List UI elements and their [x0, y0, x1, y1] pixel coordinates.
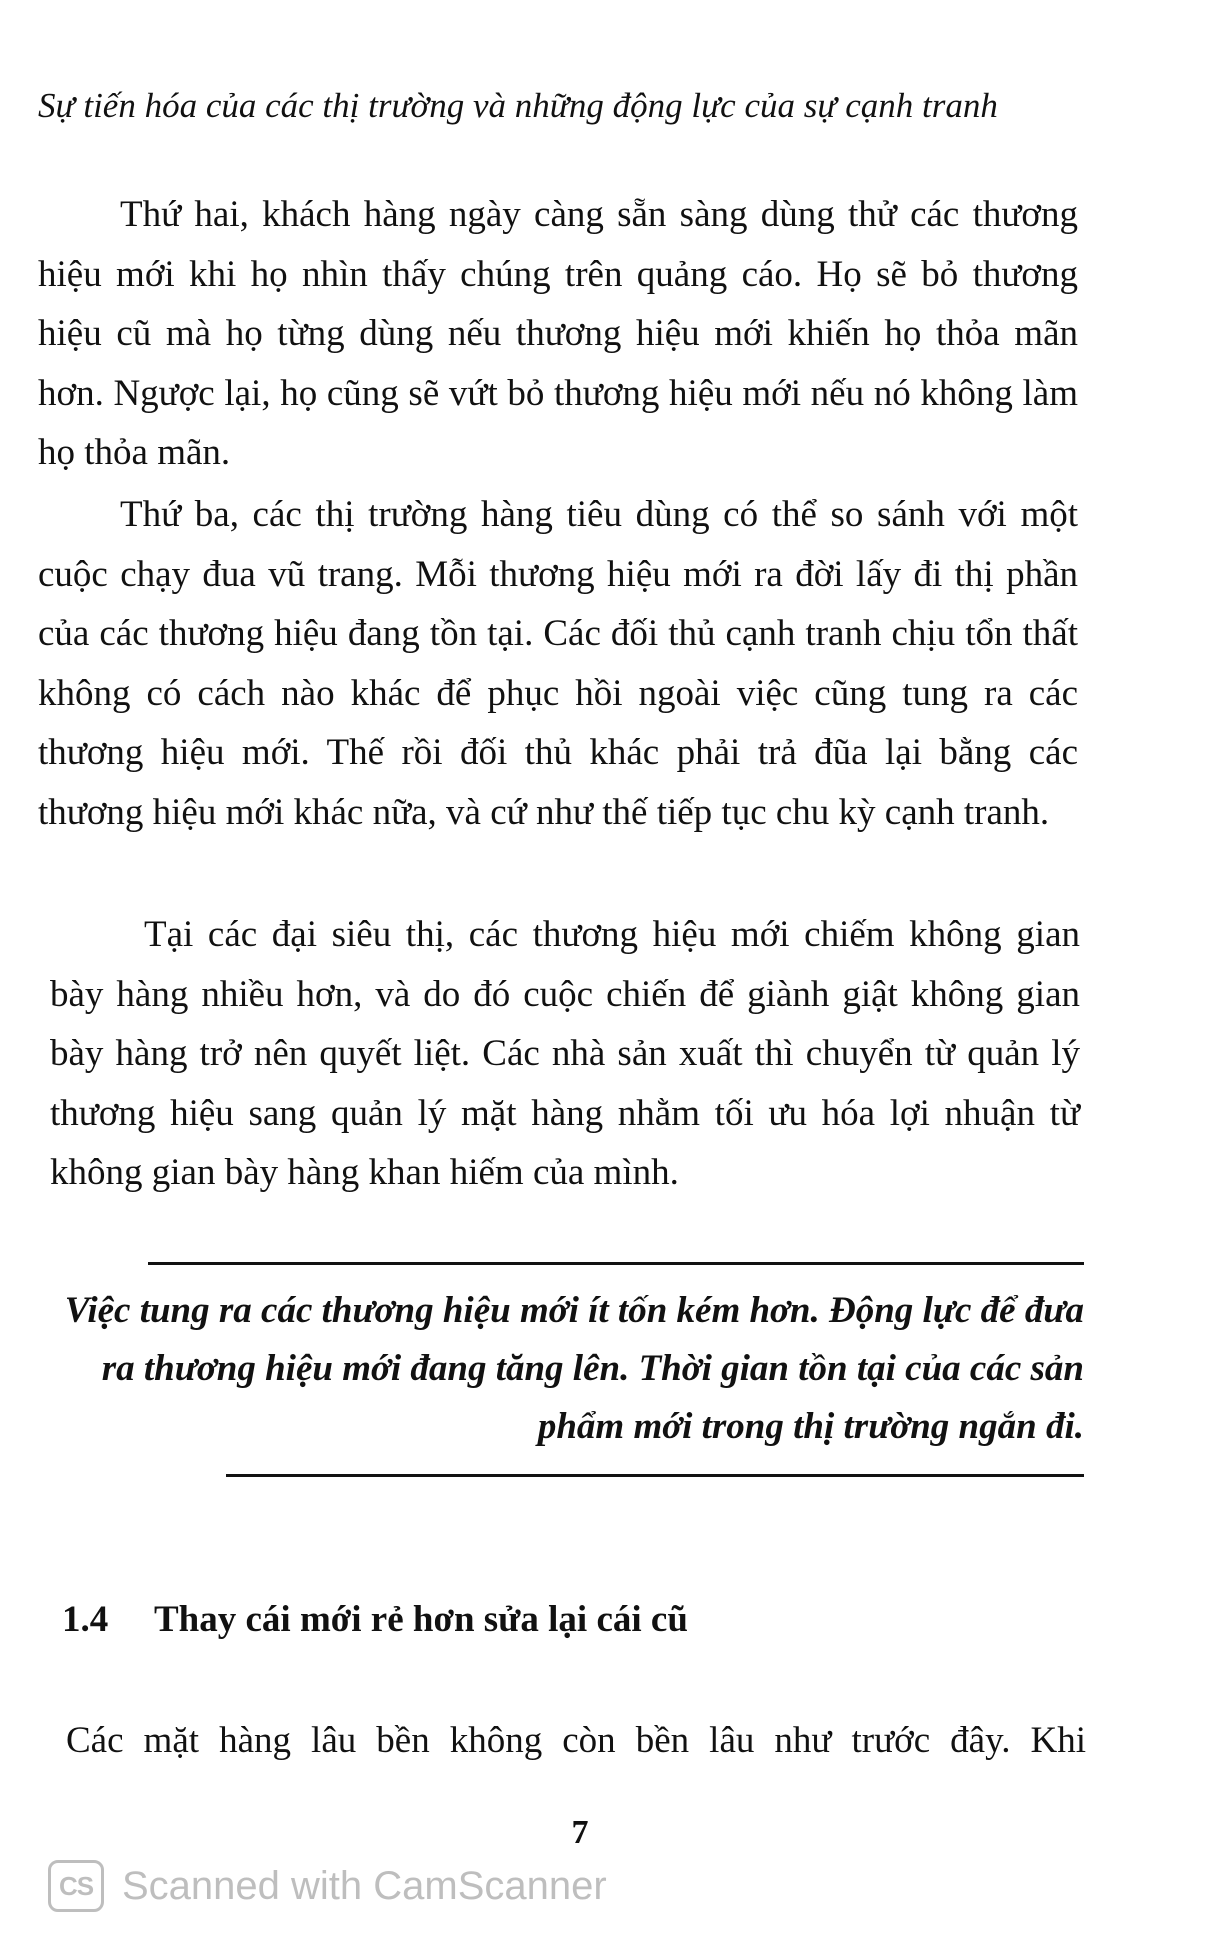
- section-number: 1.4: [62, 1599, 109, 1640]
- callout-summary: Việc tung ra các thương hiệu mới ít tốn kém hơn. Động lực để đưa ra thương hiệu mới đang tăng lên. Thời gian tồn tại của các sản phẩm mới trong thị trường ngắn đi.: [64, 1290, 1084, 1447]
- callout-bottom-rule: [226, 1474, 1084, 1477]
- continuation-text: Các mặt hàng lâu bền không còn bền lâu như trước đây. Khi: [66, 1720, 1086, 1761]
- paragraph-second-point: Thứ hai, khách hàng ngày càng sẵn sàng dùng thử các thương hiệu mới khi họ nhìn thấy chúng trên quảng cáo. Họ sẽ bỏ thương hiệu cũ mà họ từng dùng nếu thương hiệu mới khiến họ thỏa mãn hơn. Ngược lại, họ cũng sẽ vứt bỏ thương hiệu mới nếu nó không làm họ thỏa mãn.: [38, 194, 1078, 473]
- paragraph-third-point: Thứ ba, các thị trường hàng tiêu dùng có thể so sánh với một cuộc chạy đua vũ trang. Mỗi thương hiệu mới ra đời lấy đi thị phần của các thương hiệu đang tồn tại. Các đối thủ cạnh tranh chịu tổn thất không có cách nào khác để phục hồi ngoài việc cũng tung ra các thương hiệu mới. Thế rồi đối thủ khác phải trả đũa lại bằng các thương hiệu mới khác nữa, và cứ như thế tiếp tục chu kỳ cạnh tranh.: [38, 494, 1078, 833]
- section-title: Thay cái mới rẻ hơn sửa lại cái cũ: [154, 1599, 688, 1640]
- watermark-text: Scanned with CamScanner: [122, 1863, 607, 1908]
- camscanner-logo-icon: CS: [48, 1860, 104, 1912]
- callout-top-rule: [148, 1262, 1084, 1265]
- section-heading: [62, 1596, 688, 1644]
- paragraph-supermarkets: Tại các đại siêu thị, các thương hiệu mới chiếm không gian bày hàng nhiều hơn, và do đó cuộc chiến để giành giật không gian bày hàng trở nên quyết liệt. Các nhà sản xuất thì chuyển từ quản lý thương hiệu sang quản lý mặt hàng nhằm tối ưu hóa lợi nhuận từ không gian bày hàng khan hiếm của mình.: [50, 914, 1080, 1193]
- running-header: Sự tiến hóa của các thị trường và những động lực của sự cạnh tranh: [38, 86, 998, 125]
- camscanner-watermark: [48, 1858, 607, 1914]
- page-number: 7: [571, 1814, 589, 1851]
